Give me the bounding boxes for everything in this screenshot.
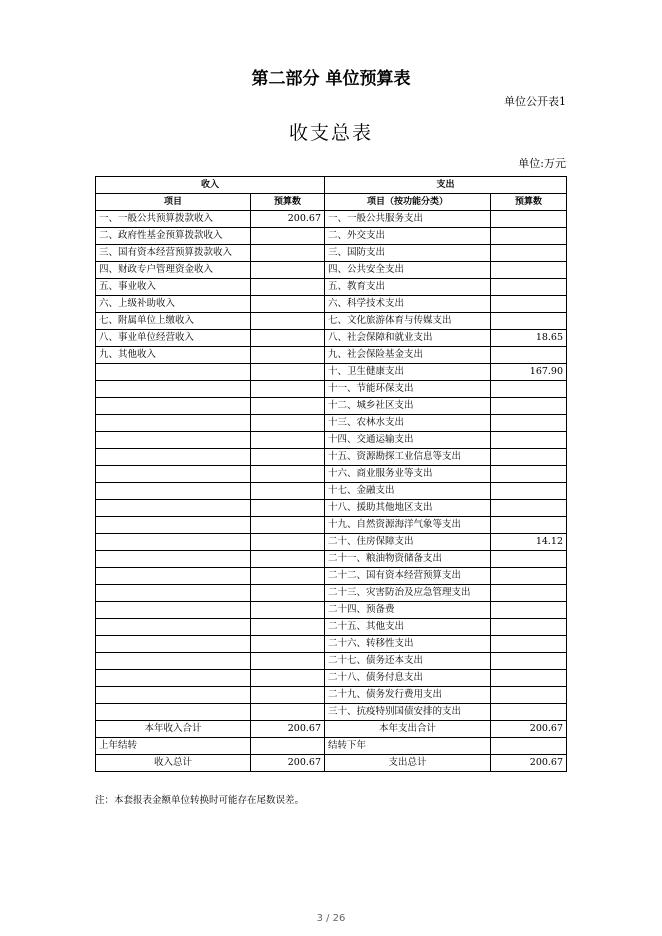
income-item-header: 项目 xyxy=(96,194,251,211)
income-value-cell xyxy=(251,330,325,347)
income-value-cell xyxy=(251,636,325,653)
form-number: 单位公开表1 xyxy=(504,95,566,108)
page-number: 3 / 26 xyxy=(316,913,346,924)
income-item-cell: 六、上级补助收入 xyxy=(96,296,251,313)
table-row xyxy=(96,585,567,602)
expense-item-cell: 二、外交支出 xyxy=(325,228,491,245)
expense-value-cell xyxy=(491,568,567,585)
income-item-cell xyxy=(96,483,251,500)
expense-value-cell xyxy=(491,449,567,466)
carry-in-label: 上年结转 xyxy=(96,738,251,755)
expense-total-label: 支出总计 xyxy=(325,755,491,772)
table-row xyxy=(96,432,567,449)
income-value-cell xyxy=(251,313,325,330)
year-income-label: 本年收入合计 xyxy=(96,721,251,738)
income-value-cell xyxy=(251,449,325,466)
income-item-cell xyxy=(96,381,251,398)
table-row xyxy=(96,619,567,636)
income-item-cell xyxy=(96,619,251,636)
expense-value-cell xyxy=(491,228,567,245)
expense-item-cell: 二十三、灾害防治及应急管理支出 xyxy=(325,585,491,602)
expense-item-cell: 十一、节能环保支出 xyxy=(325,381,491,398)
table-row xyxy=(96,602,567,619)
table-row xyxy=(96,296,567,313)
expense-value-cell xyxy=(491,398,567,415)
expense-value-cell xyxy=(491,517,567,534)
table-row xyxy=(96,262,567,279)
income-item-cell xyxy=(96,551,251,568)
header-row-sections xyxy=(96,177,567,194)
grand-total-row xyxy=(96,755,567,772)
table-row xyxy=(96,364,567,381)
income-value-cell xyxy=(251,602,325,619)
expense-item-cell: 二十九、债务发行费用支出 xyxy=(325,687,491,704)
expense-item-cell: 三十、抗疫特别国债安排的支出 xyxy=(325,704,491,721)
budget-table-body xyxy=(96,177,567,721)
table-row xyxy=(96,551,567,568)
expense-value-cell: 18.65 xyxy=(491,330,567,347)
income-value-cell xyxy=(251,364,325,381)
expense-item-cell: 二十六、转移性支出 xyxy=(325,636,491,653)
income-item-cell xyxy=(96,449,251,466)
income-item-cell xyxy=(96,534,251,551)
expense-value-cell xyxy=(491,687,567,704)
income-item-cell: 七、附属单位上缴收入 xyxy=(96,313,251,330)
income-item-cell: 九、其他收入 xyxy=(96,347,251,364)
income-value-cell xyxy=(251,704,325,721)
income-value-cell xyxy=(251,279,325,296)
table-row xyxy=(96,330,567,347)
expense-item-cell: 九、社会保险基金支出 xyxy=(325,347,491,364)
expense-value-cell xyxy=(491,619,567,636)
expense-value-cell xyxy=(491,670,567,687)
expense-value-cell xyxy=(491,636,567,653)
expense-item-cell: 三、国防支出 xyxy=(325,245,491,262)
expense-value-cell xyxy=(491,704,567,721)
expense-item-cell: 十八、援助其他地区支出 xyxy=(325,500,491,517)
expense-item-cell: 十四、交通运输支出 xyxy=(325,432,491,449)
table-row xyxy=(96,568,567,585)
income-value-cell xyxy=(251,415,325,432)
expense-section-header: 支出 xyxy=(325,177,567,194)
table-row xyxy=(96,466,567,483)
table-row xyxy=(96,500,567,517)
income-item-cell xyxy=(96,568,251,585)
income-value-cell xyxy=(251,381,325,398)
income-item-cell xyxy=(96,670,251,687)
expense-budget-header: 预算数 xyxy=(491,194,567,211)
table-row xyxy=(96,483,567,500)
expense-item-cell: 十、卫生健康支出 xyxy=(325,364,491,381)
expense-item-cell: 五、教育支出 xyxy=(325,279,491,296)
income-value-cell xyxy=(251,398,325,415)
income-value-cell xyxy=(251,585,325,602)
income-value-cell xyxy=(251,245,325,262)
table-row xyxy=(96,279,567,296)
carry-out-value xyxy=(491,738,567,755)
income-item-cell xyxy=(96,364,251,381)
table-row xyxy=(96,687,567,704)
expense-value-cell xyxy=(491,381,567,398)
table-row xyxy=(96,347,567,364)
expense-item-header: 项目（按功能分类） xyxy=(325,194,491,211)
table-row xyxy=(96,704,567,721)
income-value-cell xyxy=(251,670,325,687)
expense-item-cell: 二十、住房保障支出 xyxy=(325,534,491,551)
expense-item-cell: 二十四、预备费 xyxy=(325,602,491,619)
expense-value-cell xyxy=(491,500,567,517)
expense-item-cell: 十五、资源勘探工业信息等支出 xyxy=(325,449,491,466)
table-row xyxy=(96,245,567,262)
table-row xyxy=(96,211,567,228)
income-item-cell: 八、事业单位经营收入 xyxy=(96,330,251,347)
income-item-cell xyxy=(96,398,251,415)
expense-value-cell xyxy=(491,296,567,313)
income-section-header: 收入 xyxy=(96,177,325,194)
income-item-cell xyxy=(96,687,251,704)
expense-item-cell: 二十一、粮油物资储备支出 xyxy=(325,551,491,568)
expense-item-cell: 一、一般公共服务支出 xyxy=(325,211,491,228)
income-value-cell xyxy=(251,228,325,245)
expense-value-cell xyxy=(491,313,567,330)
table-row xyxy=(96,670,567,687)
expense-item-cell: 八、社会保障和就业支出 xyxy=(325,330,491,347)
income-budget-header: 预算数 xyxy=(251,194,325,211)
income-item-cell xyxy=(96,415,251,432)
income-item-cell xyxy=(96,517,251,534)
expense-item-cell: 二十二、国有资本经营预算支出 xyxy=(325,568,491,585)
income-value-cell xyxy=(251,432,325,449)
income-item-cell xyxy=(96,602,251,619)
table-row xyxy=(96,636,567,653)
table-row xyxy=(96,381,567,398)
income-value-cell xyxy=(251,483,325,500)
expense-item-cell: 十七、金融支出 xyxy=(325,483,491,500)
income-item-cell xyxy=(96,500,251,517)
expense-value-cell xyxy=(491,245,567,262)
income-value-cell xyxy=(251,534,325,551)
year-expense-label: 本年支出合计 xyxy=(325,721,491,738)
expense-item-cell: 二十五、其他支出 xyxy=(325,619,491,636)
income-value-cell xyxy=(251,653,325,670)
expense-item-cell: 十二、城乡社区支出 xyxy=(325,398,491,415)
income-total-value: 200.67 xyxy=(251,755,325,772)
expense-value-cell xyxy=(491,653,567,670)
income-value-cell: 200.67 xyxy=(251,211,325,228)
totals-body xyxy=(96,721,567,772)
year-expense-value: 200.67 xyxy=(491,721,567,738)
expense-value-cell xyxy=(491,432,567,449)
income-item-cell: 三、国有资本经营预算拨款收入 xyxy=(96,245,251,262)
income-item-cell xyxy=(96,585,251,602)
income-value-cell xyxy=(251,551,325,568)
expense-item-cell: 十六、商业服务业等支出 xyxy=(325,466,491,483)
table-row xyxy=(96,534,567,551)
table-row xyxy=(96,653,567,670)
expense-value-cell: 167.90 xyxy=(491,364,567,381)
income-value-cell xyxy=(251,619,325,636)
income-value-cell xyxy=(251,517,325,534)
income-item-cell xyxy=(96,466,251,483)
expense-value-cell xyxy=(491,466,567,483)
table-row xyxy=(96,398,567,415)
expense-item-cell: 七、文化旅游体育与传媒支出 xyxy=(325,313,491,330)
income-value-cell xyxy=(251,500,325,517)
income-item-cell: 一、一般公共预算拨款收入 xyxy=(96,211,251,228)
expense-value-cell: 14.12 xyxy=(491,534,567,551)
income-item-cell xyxy=(96,653,251,670)
expense-value-cell xyxy=(491,602,567,619)
expense-item-cell: 二十八、债务付息支出 xyxy=(325,670,491,687)
income-item-cell xyxy=(96,636,251,653)
income-value-cell xyxy=(251,687,325,704)
income-value-cell xyxy=(251,466,325,483)
income-total-label: 收入总计 xyxy=(96,755,251,772)
expense-value-cell xyxy=(491,483,567,500)
expense-total-value: 200.67 xyxy=(491,755,567,772)
expense-value-cell xyxy=(491,551,567,568)
expense-value-cell xyxy=(491,211,567,228)
income-value-cell xyxy=(251,296,325,313)
expense-item-cell: 十三、农林水支出 xyxy=(325,415,491,432)
year-total-row xyxy=(96,721,567,738)
table-title: 收支总表 xyxy=(288,122,373,144)
expense-item-cell: 十九、自然资源海洋气象等支出 xyxy=(325,517,491,534)
header-row-columns xyxy=(96,194,567,211)
expense-value-cell xyxy=(491,415,567,432)
expense-item-cell: 四、公共安全支出 xyxy=(325,262,491,279)
table-row xyxy=(96,313,567,330)
expense-value-cell xyxy=(491,262,567,279)
table-row xyxy=(96,517,567,534)
table-row xyxy=(96,449,567,466)
year-income-value: 200.67 xyxy=(251,721,325,738)
expense-value-cell xyxy=(491,347,567,364)
expense-item-cell: 六、科学技术支出 xyxy=(325,296,491,313)
income-item-cell xyxy=(96,432,251,449)
expense-value-cell xyxy=(491,585,567,602)
table-row xyxy=(96,228,567,245)
carry-in-value xyxy=(251,738,325,755)
income-value-cell xyxy=(251,262,325,279)
budget-table xyxy=(95,176,567,772)
expense-value-cell xyxy=(491,279,567,296)
income-item-cell: 二、政府性基金预算拨款收入 xyxy=(96,228,251,245)
income-value-cell xyxy=(251,347,325,364)
income-item-cell: 四、财政专户管理资金收入 xyxy=(96,262,251,279)
income-value-cell xyxy=(251,568,325,585)
unit-label: 单位:万元 xyxy=(518,157,566,170)
carry-out-label: 结转下年 xyxy=(325,738,491,755)
expense-item-cell: 二十七、债务还本支出 xyxy=(325,653,491,670)
income-item-cell xyxy=(96,704,251,721)
income-item-cell: 五、事业收入 xyxy=(96,279,251,296)
part-title: 第二部分 单位预算表 xyxy=(251,69,411,89)
footnote: 注：本套报表金额单位转换时可能存在尾数误差。 xyxy=(95,795,305,806)
carry-row xyxy=(96,738,567,755)
table-row xyxy=(96,415,567,432)
